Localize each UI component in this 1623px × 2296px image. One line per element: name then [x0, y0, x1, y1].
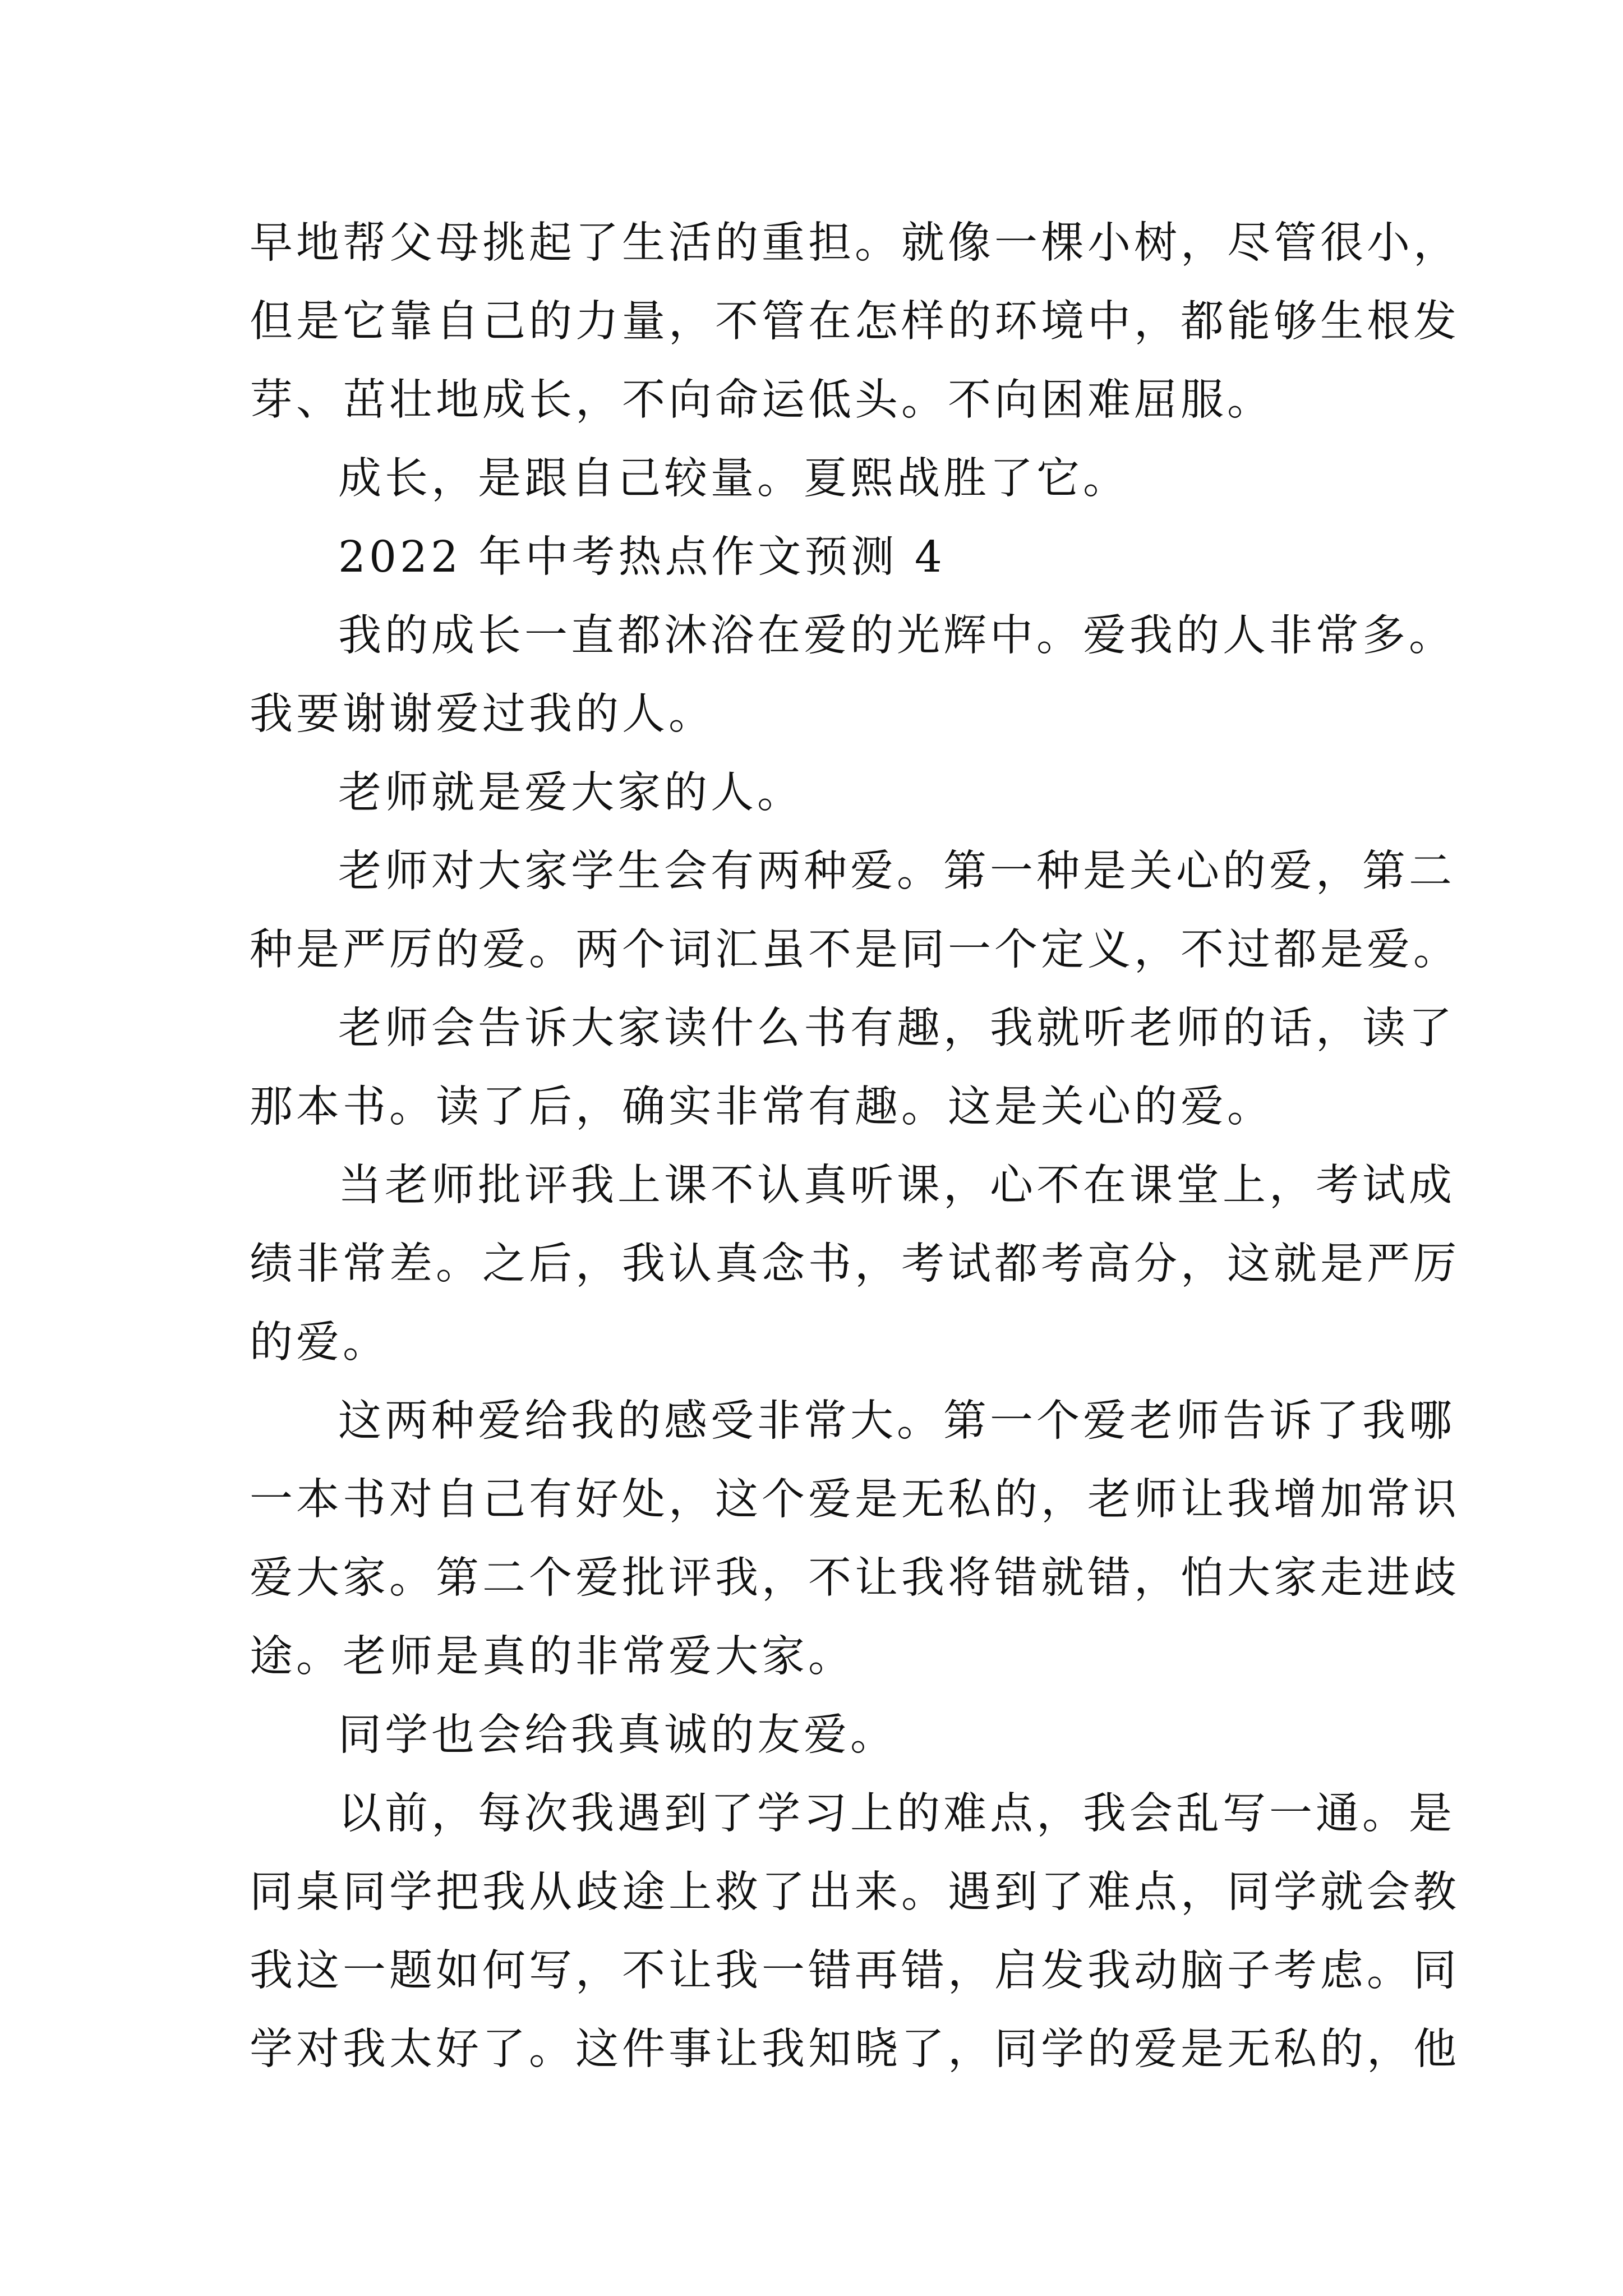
text-line: 成长，是跟自己较量。夏熙战胜了它。 — [338, 454, 1129, 504]
text-line: 绩非常差。之后，我认真念书，考试都考高分，这就是严厉 — [250, 1239, 1460, 1289]
text-line: 早地帮父母挑起了生活的重担。就像一棵小树，尽管很小， — [250, 218, 1460, 268]
text-line: 爱大家。第二个爱批评我，不让我将错就错，怕大家走进歧 — [250, 1553, 1460, 1603]
text-line: 老师就是爱大家的人。 — [338, 768, 804, 818]
text-line: 老师对大家学生会有两种爱。第一种是关心的爱，第二 — [338, 846, 1455, 896]
text-line: 途。老师是真的非常爱大家。 — [250, 1632, 855, 1682]
text-line: 同桌同学把我从歧途上救了出来。遇到了难点，同学就会教 — [250, 1867, 1460, 1917]
text-line: 种是严厉的爱。两个词汇虽不是同一个定义，不过都是爱。 — [250, 925, 1460, 975]
text-line: 学对我太好了。这件事让我知晓了，同学的爱是无私的，他 — [250, 2024, 1460, 2074]
text-line: 这两种爱给我的感受非常大。第一个爱老师告诉了我哪 — [338, 1396, 1455, 1446]
text-line: 那本书。读了后，确实非常有趣。这是关心的爱。 — [250, 1082, 1274, 1132]
text-line: 一本书对自己有好处，这个爱是无私的，老师让我增加常识 — [250, 1475, 1460, 1525]
text-line: 我要谢谢爱过我的人。 — [250, 689, 715, 739]
text-line: 芽、茁壮地成长，不向命运低头。不向困难屈服。 — [250, 375, 1274, 425]
text-line: 老师会告诉大家读什么书有趣，我就听老师的话，读了 — [338, 1004, 1455, 1053]
section-heading: 2022 年中考热点作文预测 4 — [338, 532, 946, 582]
text-line: 我的成长一直都沐浴在爱的光辉中。爱我的人非常多。 — [338, 611, 1455, 661]
text-line: 但是它靠自己的力量，不管在怎样的环境中，都能够生根发 — [250, 297, 1460, 347]
text-line: 同学也会给我真诚的友爱。 — [338, 1710, 897, 1760]
text-line: 以前，每次我遇到了学习上的难点，我会乱写一通。是 — [338, 1789, 1455, 1839]
text-line: 当老师批评我上课不认真听课，心不在课堂上，考试成 — [338, 1161, 1455, 1211]
text-line: 的爱。 — [250, 1318, 389, 1368]
text-line: 我这一题如何写，不让我一错再错，启发我动脑子考虑。同 — [250, 1946, 1460, 1996]
